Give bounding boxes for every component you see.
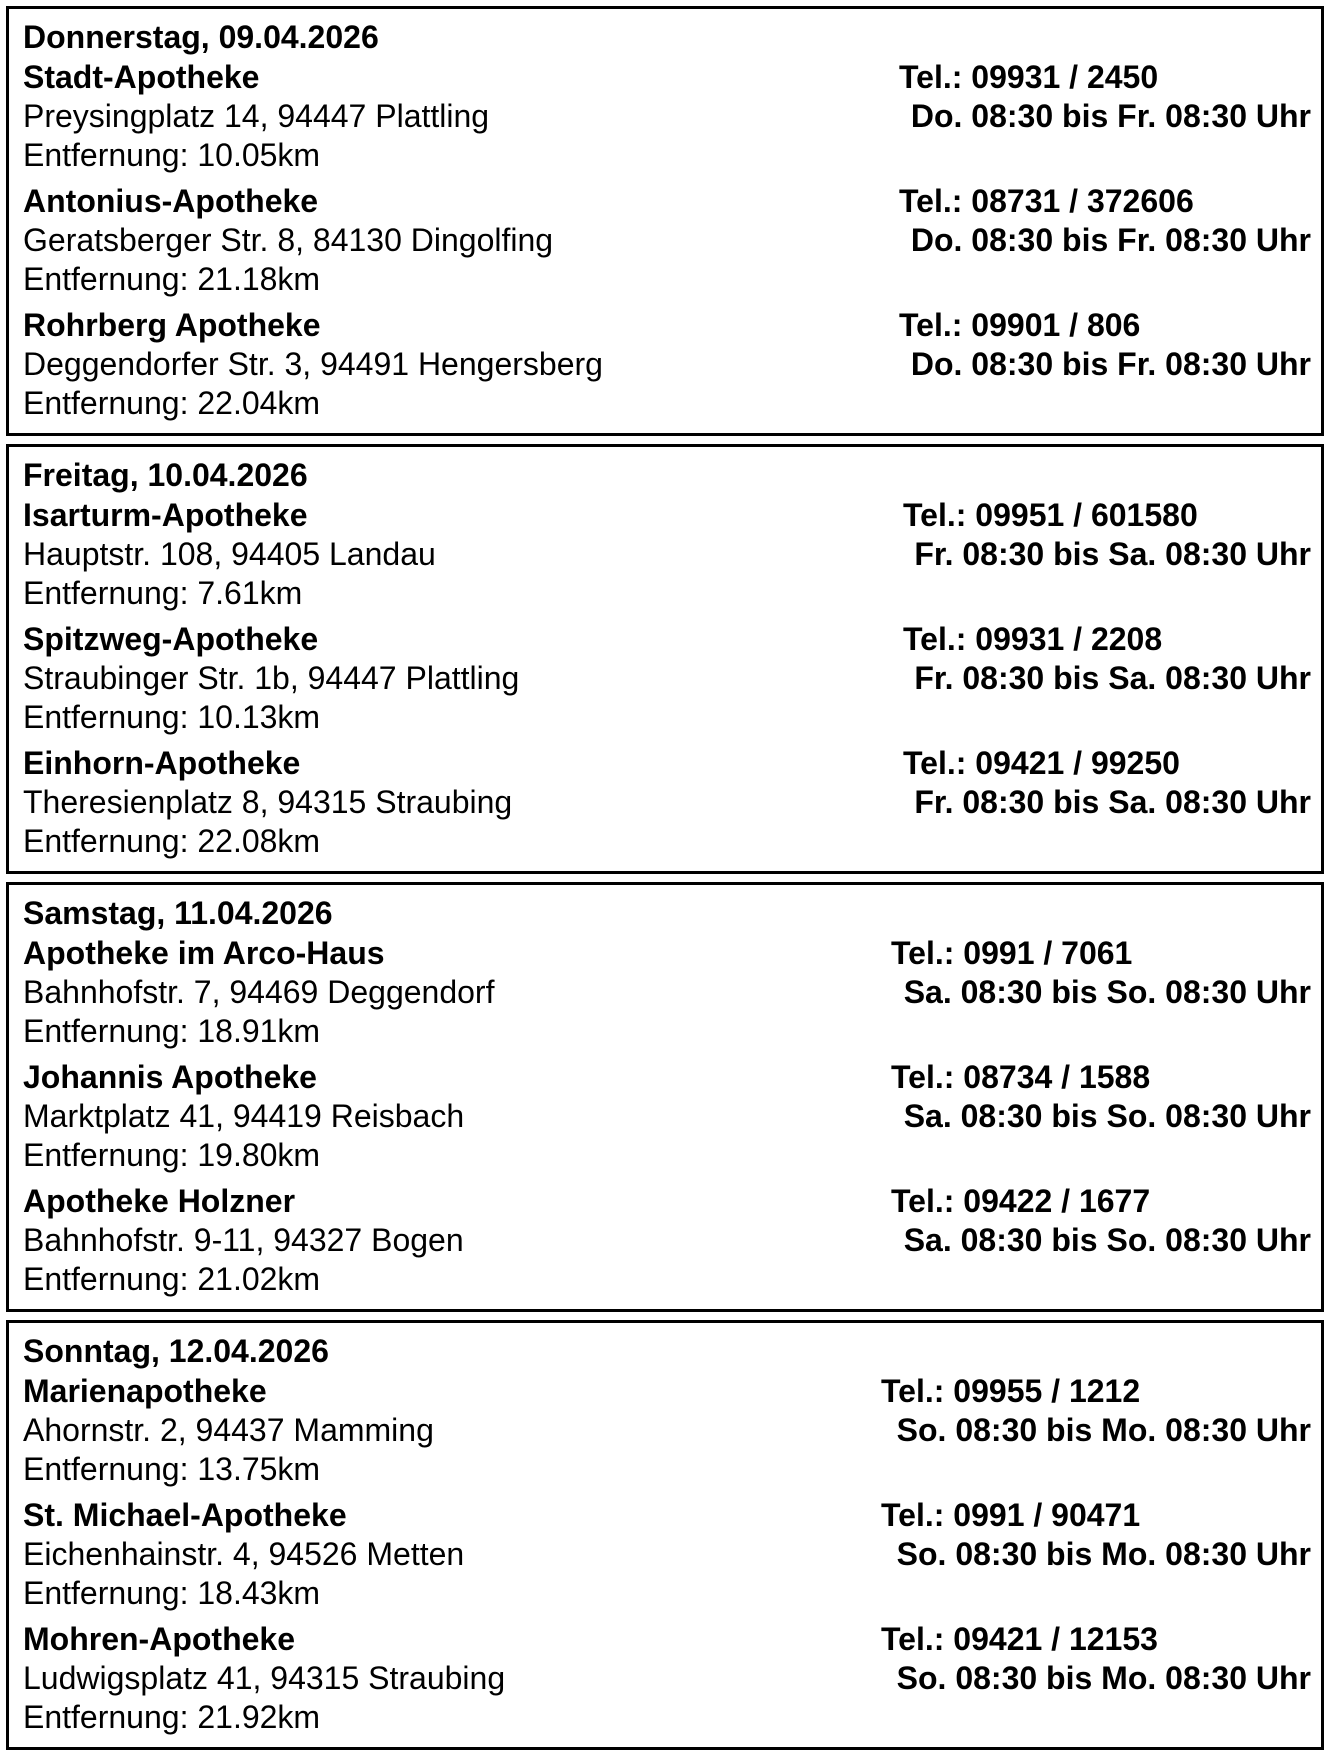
day-title: Freitag, 10.04.2026 [23, 457, 308, 493]
pharmacy-phone[interactable]: Tel.: 0991 / 7061 [891, 935, 1133, 971]
pharmacy-name: St. Michael-Apotheke [23, 1497, 347, 1533]
pharmacy-distance: Entfernung: 18.43km [23, 1575, 321, 1611]
pharmacy-phone[interactable]: Tel.: 09931 / 2208 [903, 621, 1163, 657]
pharmacy-phone[interactable]: Tel.: 09931 / 2450 [899, 59, 1159, 95]
pharmacy-distance: Entfernung: 10.05km [23, 137, 321, 173]
pharmacy-hours: Do. 08:30 bis Fr. 08:30 Uhr [910, 222, 1311, 258]
pharmacy-hours: Fr. 08:30 bis Sa. 08:30 Uhr [914, 784, 1311, 820]
pharmacy-phone[interactable]: Tel.: 0991 / 90471 [881, 1497, 1141, 1533]
pharmacy-distance: Entfernung: 7.61km [23, 575, 303, 611]
pharmacy-entry [23, 183, 1311, 301]
pharmacy-entry [23, 1183, 1311, 1301]
pharmacy-address: Eichenhainstr. 4, 94526 Metten [23, 1536, 465, 1572]
pharmacy-hours: So. 08:30 bis Mo. 08:30 Uhr [896, 1536, 1311, 1572]
day-title: Donnerstag, 09.04.2026 [23, 19, 379, 55]
pharmacy-name: Antonius-Apotheke [23, 183, 319, 219]
day-section-thursday [6, 6, 1324, 436]
pharmacy-entry [23, 1373, 1311, 1491]
pharmacy-name: Marienapotheke [23, 1373, 267, 1409]
pharmacy-entry [23, 745, 1311, 863]
pharmacy-name: Mohren-Apotheke [23, 1621, 295, 1657]
pharmacy-address: Deggendorfer Str. 3, 94491 Hengersberg [23, 346, 603, 382]
pharmacy-entry [23, 1621, 1311, 1739]
pharmacy-hours: Sa. 08:30 bis So. 08:30 Uhr [903, 974, 1311, 1010]
pharmacy-name: Apotheke Holzner [23, 1183, 296, 1219]
pharmacy-entry [23, 59, 1311, 177]
pharmacy-hours: Fr. 08:30 bis Sa. 08:30 Uhr [914, 536, 1311, 572]
pharmacy-address: Ahornstr. 2, 94437 Mamming [23, 1412, 434, 1448]
pharmacy-hours: So. 08:30 bis Mo. 08:30 Uhr [896, 1412, 1311, 1448]
day-section-friday [6, 444, 1324, 874]
pharmacy-distance: Entfernung: 21.18km [23, 261, 321, 297]
pharmacy-name: Einhorn-Apotheke [23, 745, 301, 781]
pharmacy-hours: Sa. 08:30 bis So. 08:30 Uhr [903, 1222, 1311, 1258]
pharmacy-name: Isarturm-Apotheke [23, 497, 308, 533]
pharmacy-address: Marktplatz 41, 94419 Reisbach [23, 1098, 465, 1134]
day-section-sunday [6, 1320, 1324, 1750]
pharmacy-name: Apotheke im Arco-Haus [23, 935, 385, 971]
pharmacy-address: Hauptstr. 108, 94405 Landau [23, 536, 436, 572]
pharmacy-phone[interactable]: Tel.: 09955 / 1212 [881, 1373, 1141, 1409]
day-section-saturday [6, 882, 1324, 1312]
pharmacy-address: Bahnhofstr. 7, 94469 Deggendorf [23, 974, 495, 1010]
pharmacy-distance: Entfernung: 10.13km [23, 699, 321, 735]
pharmacy-entry [23, 1497, 1311, 1615]
pharmacy-entry [23, 935, 1311, 1053]
pharmacy-hours: So. 08:30 bis Mo. 08:30 Uhr [896, 1660, 1311, 1696]
pharmacy-hours: Fr. 08:30 bis Sa. 08:30 Uhr [914, 660, 1311, 696]
pharmacy-phone[interactable]: Tel.: 09422 / 1677 [891, 1183, 1151, 1219]
pharmacy-phone[interactable]: Tel.: 09421 / 12153 [881, 1621, 1158, 1657]
pharmacy-entry [23, 307, 1311, 425]
pharmacy-entry [23, 1059, 1311, 1177]
pharmacy-distance: Entfernung: 19.80km [23, 1137, 321, 1173]
pharmacy-address: Straubinger Str. 1b, 94447 Plattling [23, 660, 520, 696]
pharmacy-distance: Entfernung: 22.08km [23, 823, 321, 859]
pharmacy-phone[interactable]: Tel.: 09421 / 99250 [903, 745, 1180, 781]
pharmacy-name: Spitzweg-Apotheke [23, 621, 319, 657]
pharmacy-entry [23, 497, 1311, 615]
pharmacy-phone[interactable]: Tel.: 08731 / 372606 [899, 183, 1194, 219]
pharmacy-distance: Entfernung: 18.91km [23, 1013, 321, 1049]
pharmacy-hours: Sa. 08:30 bis So. 08:30 Uhr [903, 1098, 1311, 1134]
pharmacy-address: Theresienplatz 8, 94315 Straubing [23, 784, 513, 820]
pharmacy-name: Johannis Apotheke [23, 1059, 317, 1095]
pharmacy-distance: Entfernung: 13.75km [23, 1451, 321, 1487]
pharmacy-hours: Do. 08:30 bis Fr. 08:30 Uhr [910, 98, 1311, 134]
pharmacy-address: Bahnhofstr. 9-11, 94327 Bogen [23, 1222, 464, 1258]
pharmacy-address: Preysingplatz 14, 94447 Plattling [23, 98, 490, 134]
pharmacy-address: Ludwigsplatz 41, 94315 Straubing [23, 1660, 506, 1696]
pharmacy-phone[interactable]: Tel.: 09901 / 806 [899, 307, 1141, 343]
pharmacy-entry [23, 621, 1311, 739]
pharmacy-phone[interactable]: Tel.: 09951 / 601580 [903, 497, 1198, 533]
pharmacy-phone[interactable]: Tel.: 08734 / 1588 [891, 1059, 1151, 1095]
pharmacy-hours: Do. 08:30 bis Fr. 08:30 Uhr [910, 346, 1311, 382]
pharmacy-address: Geratsberger Str. 8, 84130 Dingolfing [23, 222, 554, 258]
pharmacy-distance: Entfernung: 21.02km [23, 1261, 321, 1297]
day-title: Sonntag, 12.04.2026 [23, 1333, 329, 1369]
day-title: Samstag, 11.04.2026 [23, 895, 333, 931]
pharmacy-name: Stadt-Apotheke [23, 59, 260, 95]
pharmacy-name: Rohrberg Apotheke [23, 307, 321, 343]
pharmacy-distance: Entfernung: 21.92km [23, 1699, 321, 1735]
pharmacy-distance: Entfernung: 22.04km [23, 385, 321, 421]
